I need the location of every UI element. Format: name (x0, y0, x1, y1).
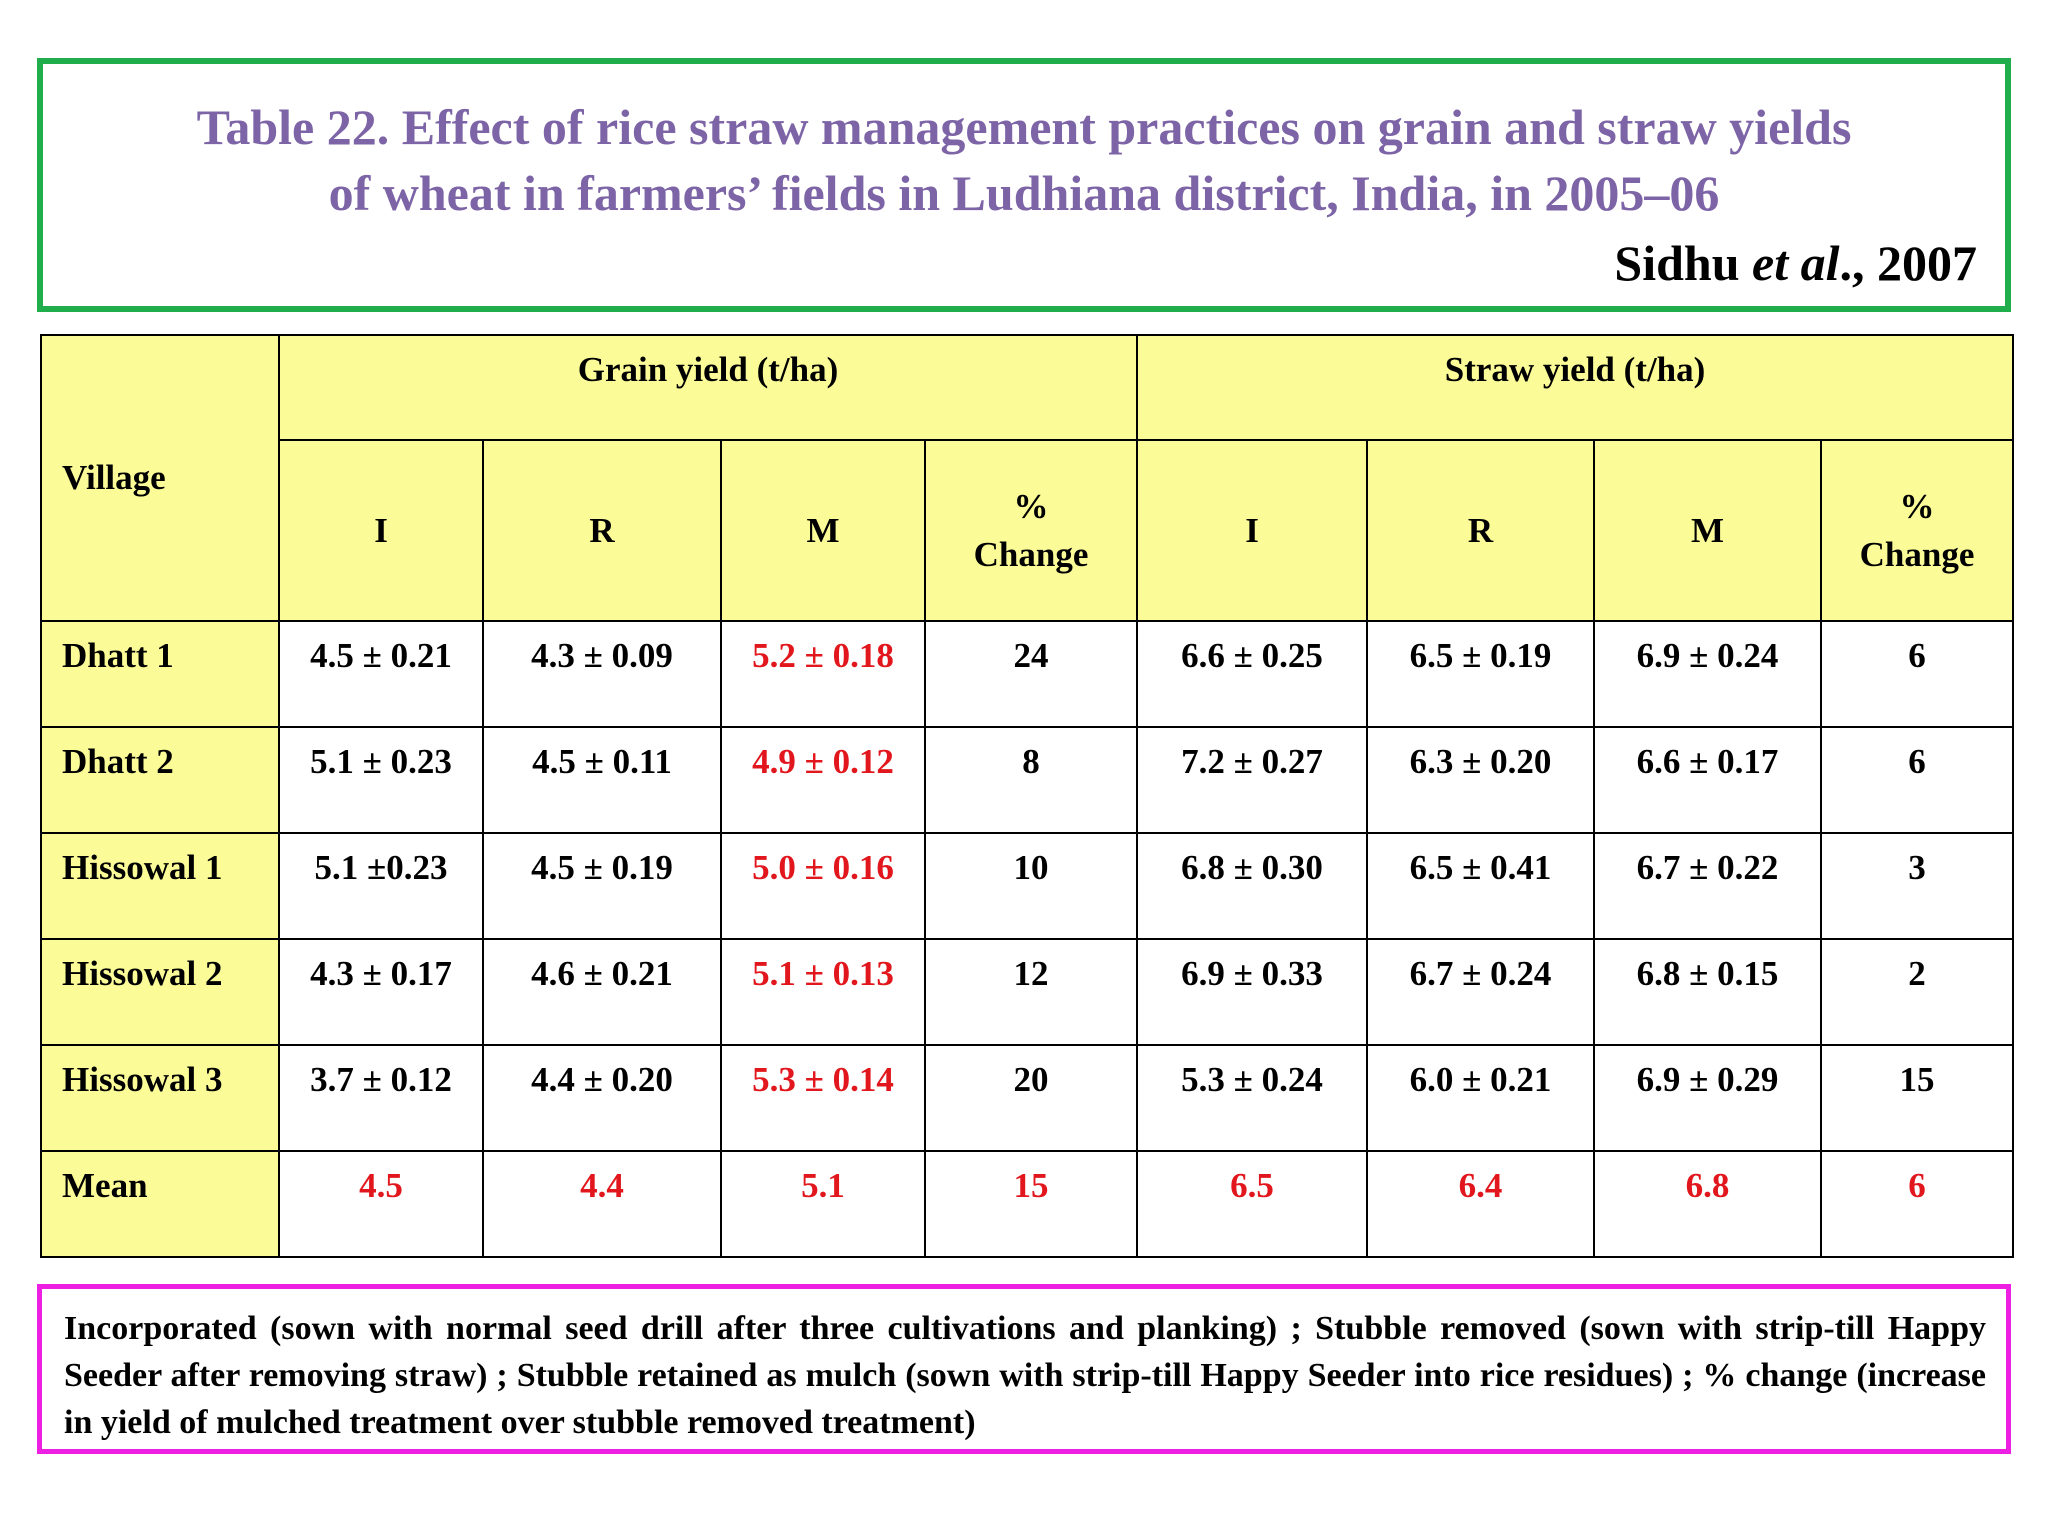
citation-et-al: et al (1752, 235, 1840, 291)
mean-straw-m: 6.8 (1594, 1151, 1821, 1257)
grain-i-value: 4.3 ± 0.17 (279, 939, 483, 1045)
straw-m-header: M (1594, 440, 1821, 621)
straw-pct-change-value: 6 (1821, 621, 2013, 727)
straw-r-value: 6.0 ± 0.21 (1367, 1045, 1594, 1151)
table-row (41, 939, 2013, 1045)
grain-pct-change-label: Change (973, 534, 1089, 574)
village-name: Hissowal 2 (41, 939, 279, 1045)
grain-r-value: 4.5 ± 0.11 (483, 727, 721, 833)
straw-i-value: 7.2 ± 0.27 (1137, 727, 1367, 833)
header-row-treatments (41, 440, 2013, 621)
straw-pct-change-value: 2 (1821, 939, 2013, 1045)
table-title-line-2: of wheat in farmers’ fields in Ludhiana district, India, in 2005–06 (328, 165, 1720, 221)
grain-i-header: I (279, 440, 483, 621)
grain-pct-change-value: 20 (925, 1045, 1137, 1151)
mean-grain-m: 5.1 (721, 1151, 925, 1257)
grain-i-value: 5.1 ± 0.23 (279, 727, 483, 833)
straw-m-value: 6.6 ± 0.17 (1594, 727, 1821, 833)
table-row (41, 621, 2013, 727)
mean-grain-i: 4.5 (279, 1151, 483, 1257)
village-name: Hissowal 3 (41, 1045, 279, 1151)
straw-r-value: 6.5 ± 0.41 (1367, 833, 1594, 939)
mean-straw-pct-change: 6 (1821, 1151, 2013, 1257)
grain-m-header: M (721, 440, 925, 621)
straw-pct-change-value: 6 (1821, 727, 2013, 833)
straw-pct-change-value: 15 (1821, 1045, 2013, 1151)
straw-r-value: 6.7 ± 0.24 (1367, 939, 1594, 1045)
grain-m-value: 5.0 ± 0.16 (721, 833, 925, 939)
mean-row (41, 1151, 2013, 1257)
title-box (37, 58, 2011, 312)
grain-i-value: 4.5 ± 0.21 (279, 621, 483, 727)
village-name: Dhatt 1 (41, 621, 279, 727)
mean-grain-r: 4.4 (483, 1151, 721, 1257)
grain-m-value: 5.1 ± 0.13 (721, 939, 925, 1045)
grain-pct-change-value: 8 (925, 727, 1137, 833)
straw-r-value: 6.5 ± 0.19 (1367, 621, 1594, 727)
mean-grain-pct-change: 15 (925, 1151, 1137, 1257)
citation-year: ., 2007 (1839, 235, 1977, 291)
straw-i-header: I (1137, 440, 1367, 621)
straw-pct-change-header (1821, 440, 2013, 621)
table-title-line-1: Table 22. Effect of rice straw management practices on grain and straw yields (196, 99, 1852, 155)
grain-yield-header: Grain yield (t/ha) (279, 335, 1137, 440)
grain-m-value: 5.3 ± 0.14 (721, 1045, 925, 1151)
mean-straw-r: 6.4 (1367, 1151, 1594, 1257)
straw-i-value: 6.9 ± 0.33 (1137, 939, 1367, 1045)
table-row (41, 1045, 2013, 1151)
straw-pct-symbol: % (1899, 487, 1935, 527)
grain-i-value: 5.1 ±0.23 (279, 833, 483, 939)
grain-pct-symbol: % (1013, 487, 1049, 527)
treatment-notes: Incorporated (sown with normal seed drill after three cultivations and planking) ; Stubble removed (sown with strip-till Happy Seeder after removing straw) ; Stubble retained as mulch (sown with strip-till Happy Seeder into rice residues) ; % change (increase in yield of mulched treatment over stubble removed treatment) (64, 1310, 1986, 1441)
notes-box (37, 1284, 2011, 1454)
mean-label: Mean (41, 1151, 279, 1257)
straw-m-value: 6.8 ± 0.15 (1594, 939, 1821, 1045)
mean-straw-i: 6.5 (1137, 1151, 1367, 1257)
village-name: Hissowal 1 (41, 833, 279, 939)
straw-pct-change-label: Change (1859, 534, 1975, 574)
village-header: Village (41, 335, 279, 621)
grain-pct-change-value: 12 (925, 939, 1137, 1045)
grain-r-value: 4.6 ± 0.21 (483, 939, 721, 1045)
yield-table (40, 334, 2014, 1258)
table-row (41, 727, 2013, 833)
straw-r-value: 6.3 ± 0.20 (1367, 727, 1594, 833)
grain-pct-change-value: 24 (925, 621, 1137, 727)
grain-m-value: 4.9 ± 0.12 (721, 727, 925, 833)
grain-r-value: 4.5 ± 0.19 (483, 833, 721, 939)
table-row (41, 833, 2013, 939)
straw-i-value: 6.8 ± 0.30 (1137, 833, 1367, 939)
grain-i-value: 3.7 ± 0.12 (279, 1045, 483, 1151)
grain-r-header: R (483, 440, 721, 621)
grain-pct-change-header (925, 440, 1137, 621)
straw-m-value: 6.7 ± 0.22 (1594, 833, 1821, 939)
grain-pct-change-value: 10 (925, 833, 1137, 939)
straw-m-value: 6.9 ± 0.24 (1594, 621, 1821, 727)
grain-m-value: 5.2 ± 0.18 (721, 621, 925, 727)
straw-yield-header: Straw yield (t/ha) (1137, 335, 2013, 440)
grain-r-value: 4.4 ± 0.20 (483, 1045, 721, 1151)
straw-pct-change-value: 3 (1821, 833, 2013, 939)
straw-m-value: 6.9 ± 0.29 (1594, 1045, 1821, 1151)
straw-i-value: 6.6 ± 0.25 (1137, 621, 1367, 727)
header-row-groups (41, 335, 2013, 440)
village-name: Dhatt 2 (41, 727, 279, 833)
citation-author: Sidhu (1614, 235, 1753, 291)
straw-i-value: 5.3 ± 0.24 (1137, 1045, 1367, 1151)
citation (1614, 235, 1977, 291)
grain-r-value: 4.3 ± 0.09 (483, 621, 721, 727)
straw-r-header: R (1367, 440, 1594, 621)
